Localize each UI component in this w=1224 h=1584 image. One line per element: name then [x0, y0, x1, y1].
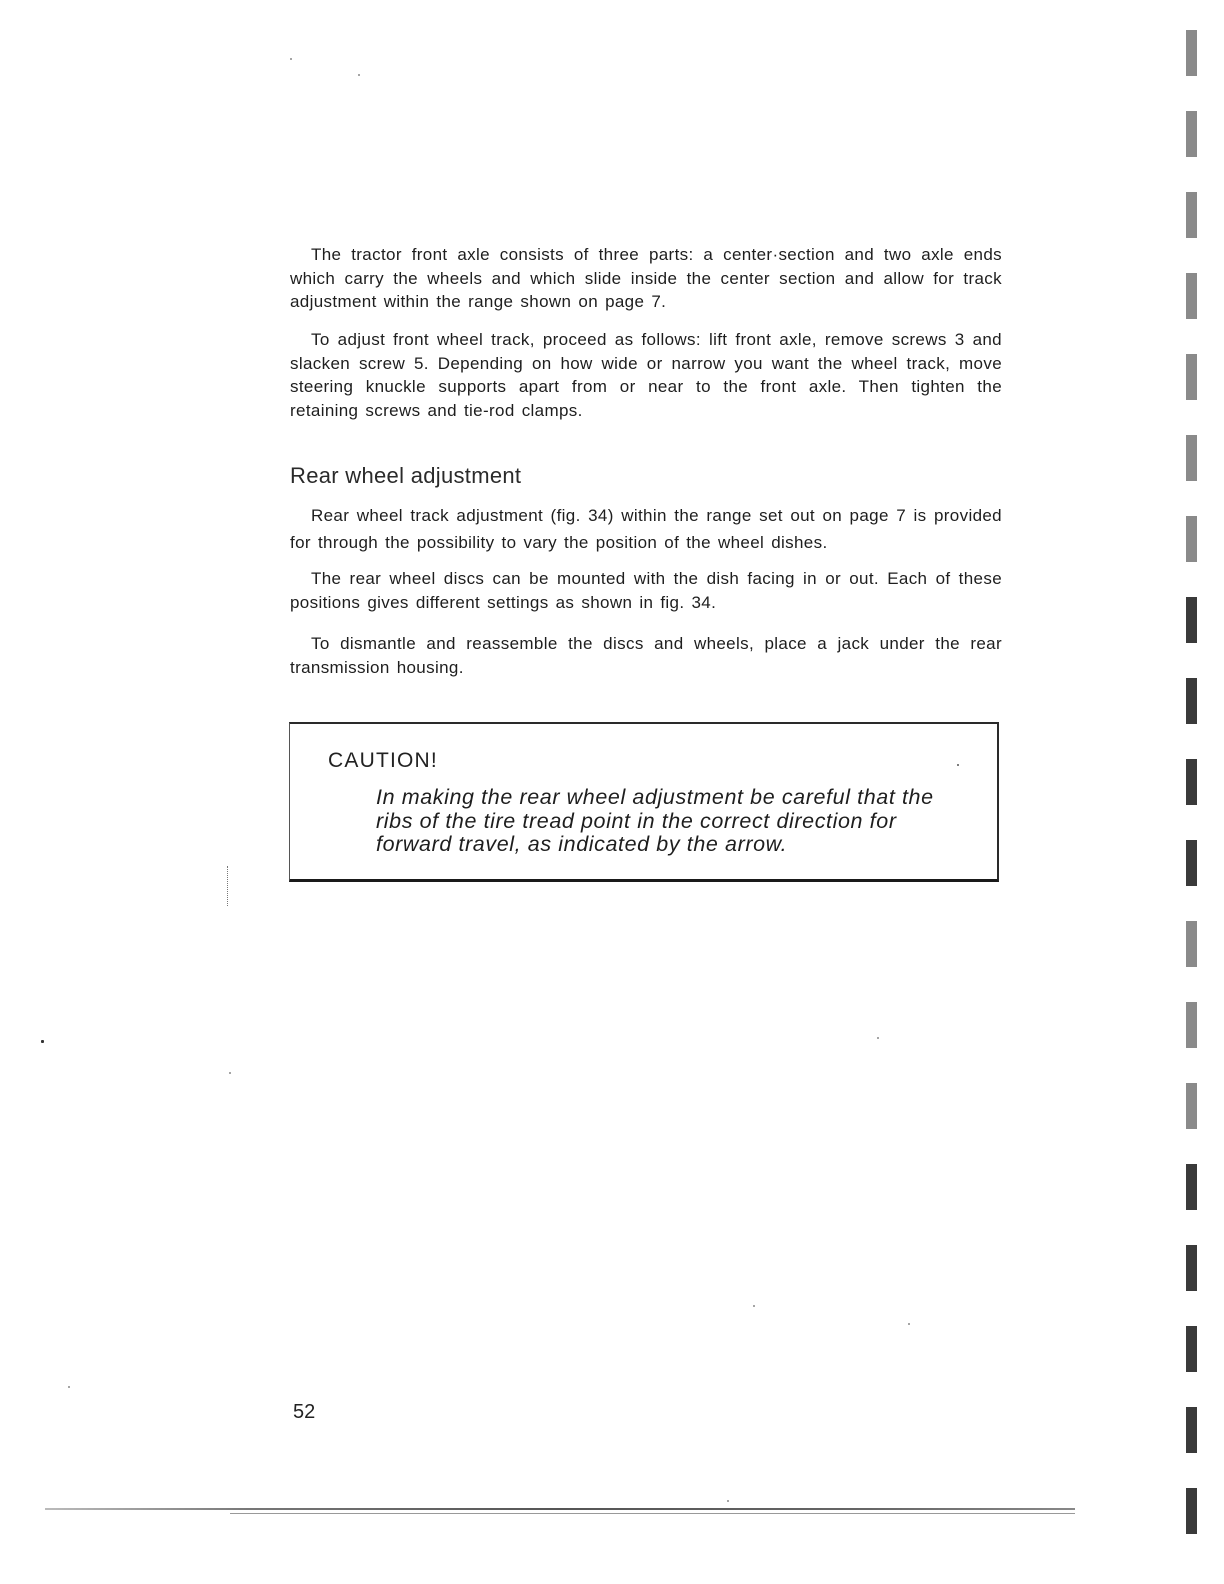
scan-speck — [358, 74, 360, 76]
section-heading: Rear wheel adjustment — [290, 463, 522, 488]
paragraph-front-track — [290, 328, 1002, 422]
scan-speck — [229, 1072, 231, 1074]
scan-speck — [290, 58, 292, 60]
bottom-rule — [230, 1513, 1075, 1514]
paragraph-dismantle — [290, 632, 1002, 679]
binding-tab-mark — [1186, 1488, 1197, 1534]
binding-tab-mark — [1186, 354, 1197, 400]
binding-tab-mark — [1186, 597, 1197, 643]
scan-speck — [41, 1040, 44, 1043]
binding-tab-mark — [1186, 840, 1197, 886]
paragraph-text: To adjust front wheel track, proceed as follows: lift front axle, remove screws 3 and slacken screw 5. Depending on how wide or narrow you want the wheel track, move steering knuckle supports apart from or near to the front axle. Then tighten the retaining screws and tie-rod clamps. — [290, 330, 1002, 420]
binding-tab-mark — [1186, 921, 1197, 967]
paragraph-front-axle — [290, 243, 1002, 314]
binding-tab-mark — [1186, 273, 1197, 319]
binding-tab-mark — [1186, 1326, 1197, 1372]
paragraph-text: Rear wheel track adjustment (fig. 34) within the range set out on page 7 is provided for through the possibility to vary the position of the wheel dishes. — [290, 506, 1002, 552]
caution-text: In making the rear wheel adjustment be careful that the ribs of the tire tread point in the correct direction for forward travel, as indicated by the arrow. — [376, 785, 934, 856]
paragraph-text: To dismantle and reassemble the discs and wheels, place a jack under the rear transmission housing. — [290, 634, 1002, 677]
paragraph-rear-discs — [290, 567, 1002, 614]
binding-tab-mark — [1186, 678, 1197, 724]
paragraph-rear-track — [290, 502, 1002, 556]
binding-tab-mark — [1186, 111, 1197, 157]
binding-tab-mark — [1186, 516, 1197, 562]
paragraph-text: The rear wheel discs can be mounted with the dish facing in or out. Each of these positions gives different settings as shown in fig. 34. — [290, 569, 1002, 612]
scan-speck — [957, 764, 959, 766]
binding-tab-mark — [1186, 759, 1197, 805]
scan-speck — [727, 1500, 729, 1502]
binding-tab-mark — [1186, 1002, 1197, 1048]
caution-title: CAUTION! — [328, 749, 438, 772]
paragraph-text: The tractor front axle consists of three parts: a center·section and two axle ends which carry the wheels and which slide inside the center section and allow for track adjustment within the range shown on page 7. — [290, 245, 1002, 311]
binding-tab-mark — [1186, 1407, 1197, 1453]
binding-tab-mark — [1186, 192, 1197, 238]
binding-tab-mark — [1186, 1083, 1197, 1129]
caution-box — [289, 722, 999, 882]
page-number: 52 — [293, 1401, 316, 1423]
binding-tab-mark — [1186, 30, 1197, 76]
scan-speck — [908, 1323, 910, 1325]
scan-speck — [68, 1386, 70, 1388]
bottom-rule — [45, 1508, 1075, 1510]
binding-tab-mark — [1186, 435, 1197, 481]
scan-speck — [877, 1037, 879, 1039]
scan-mark — [227, 866, 229, 906]
scan-speck — [753, 1305, 755, 1307]
binding-tab-mark — [1186, 1164, 1197, 1210]
binding-tab-mark — [1186, 1245, 1197, 1291]
